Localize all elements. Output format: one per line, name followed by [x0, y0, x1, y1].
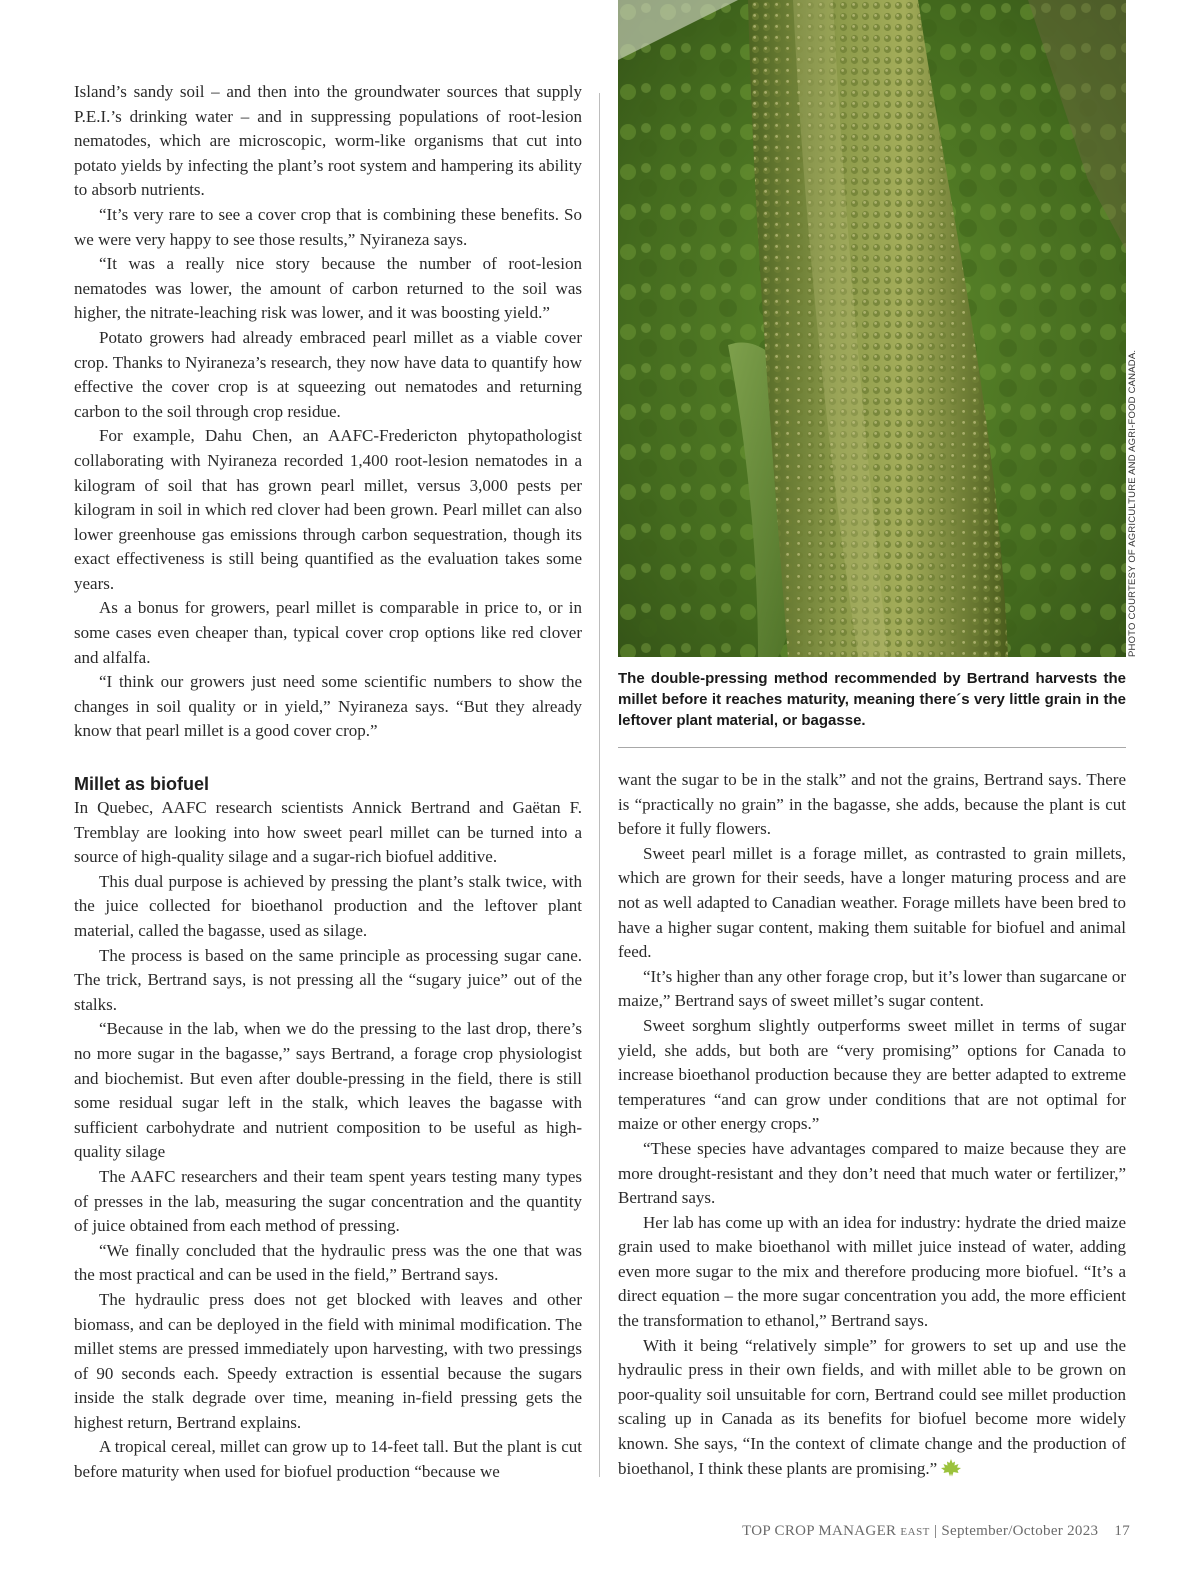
page-footer	[742, 1523, 1130, 1540]
photo-credit	[1127, 340, 1145, 657]
paragraph: want the sugar to be in the stalk” and not the grains, Bertrand says. There is “practically no grain” in the bagasse, she adds, because the plant is cut before it fully flowers.	[618, 770, 1126, 839]
caption-divider	[618, 747, 1126, 748]
publication-edition: EAST	[900, 1526, 930, 1538]
paragraph: “It was a really nice story because the number of root-lesion nematodes was lower, the amount of carbon returned to the soil was higher, the nitrate-leaching risk was lower, and it was boosting yield.”	[74, 254, 582, 323]
page-number: 17	[1114, 1523, 1130, 1539]
paragraph: Sweet pearl millet is a forage millet, as contrasted to grain millets, which are grown for their seeds, have a longer maturing process and are not as well adapted to Canadian weather. Forage millets have been bred to have a higher sugar content, making them suitable for biofuel and animal feed.	[618, 843, 1126, 962]
footer-separator: |	[933, 1523, 938, 1539]
paragraph: A tropical cereal, millet can grow up to 14-feet tall. But the plant is cut before maturity when used for biofuel production “because we	[74, 1437, 582, 1482]
paragraph: The process is based on the same principle as processing sugar cane. The trick, Bertrand says, is not pressing all the “sugary juice” out of the stalks.	[74, 945, 582, 1014]
paragraph: “These species have advantages compared to maize because they are more drought-resistant and they don’t need that much water or fertilizer,” Bertrand says.	[618, 1138, 1126, 1208]
paragraph: In Quebec, AAFC research scientists Annick Bertrand and Gaëtan F. Tremblay are looking into how sweet pearl millet can be turned into a source of high-quality silage and a sugar-rich biofuel additive.	[74, 798, 582, 867]
publication-name: TOP CROP MANAGER	[742, 1523, 897, 1539]
left-column	[74, 80, 582, 1485]
paragraph: “I think our growers just need some scientific numbers to show the changes in soil quality or in yield,” Nyiraneza says. “But they already know that pearl millet is a good cover crop.”	[74, 672, 582, 741]
paragraph: Sweet sorghum slightly outperforms sweet millet in terms of sugar yield, she adds, but both are “very promising” options for Canada to increase bioethanol production because they are better adapted to extreme temperatures “and can grow under conditions that are not optimal for maize or other energy crops.”	[618, 1015, 1126, 1134]
paragraph: This dual purpose is achieved by pressing the plant’s stalk twice, with the juice collected for bioethanol production and the leftover plant material, called the bagasse, used as silage.	[74, 871, 582, 940]
photo-caption: The double-pressing method recommended by Bertrand harvests the millet before it reaches maturity, meaning there´s very little grain in the leftover plant material, or bagasse.	[618, 670, 1126, 729]
paragraph: “It’s higher than any other forage crop, but it’s lower than sugarcane or maize,” Bertrand says of sweet millet’s sugar content.	[618, 966, 1126, 1011]
paragraph: The AAFC researchers and their team spent years testing many types of presses in the lab, measuring the sugar concentration and the quantity of juice obtained from each method of pressing.	[74, 1166, 582, 1236]
paragraph: Island’s sandy soil – and then into the groundwater sources that supply P.E.I.’s drinking water – and in suppressing populations of root-lesion nematodes, which are microscopic, worm-like organisms that cut into potato yields by infecting the plant’s root system and hampering its ability to absorb nutrients.	[74, 82, 582, 200]
section-heading: Millet as biofuel	[74, 774, 210, 795]
paragraph: For example, Dahu Chen, an AAFC-Fredericton phytopathologist collaborating with Nyiraneza recorded 1,400 root-lesion nematodes in a kilogram of soil that has grown pearl millet, versus 3,000 pests per kilogram in soil in which red clover had been grown. Pearl millet can also lower greenhouse gas emissions through carbon sequestration, though its exact effectiveness is still being quantified as the evaluation takes some years.	[74, 426, 582, 593]
paragraph: As a bonus for growers, pearl millet is comparable in price to, or in some cases even cheaper than, typical cover crop options like red clover and alfalfa.	[74, 598, 582, 667]
paragraph: “It’s very rare to see a cover crop that is combining these benefits. So we were very happy to see those results,” Nyiraneza says.	[74, 204, 582, 249]
maple-leaf-icon	[941, 1459, 961, 1477]
paragraph: Potato growers had already embraced pearl millet as a viable cover crop. Thanks to Nyiraneza’s research, they now have data to quantify how effective the cover crop is at squeezing out nematodes and returning carbon to the soil through crop residue.	[74, 327, 582, 421]
issue-date: September/October 2023	[941, 1523, 1099, 1539]
paragraph-last-text: With it being “relatively simple” for growers to set up and use the hydraulic press in their own fields, and with millet able to be grown on poor-quality soil unsuitable for corn, Bertrand could see millet production scaling up in Canada as its benefits for biofuel become more widely known. She says, “In the context of climate change and the production of bioethanol, I think these plants are promising.”	[618, 1335, 1126, 1478]
paragraph: Her lab has come up with an idea for industry: hydrate the dried maize grain used to make bioethanol with millet juice instead of water, adding even more sugar to the mix and therefore producing more biofuel. “It’s a direct equation – the more sugar concentration you add, the more efficient the transformation to ethanol,” Bertrand says.	[618, 1212, 1126, 1331]
photo-credit-text: PHOTO COURTESY OF AGRICULTURE AND AGRI-FOOD CANADA.	[1127, 349, 1138, 657]
right-column	[618, 768, 1126, 1481]
paragraph: “We finally concluded that the hydraulic press was the one that was the most practical and can be used in the field,” Bertrand says.	[74, 1240, 582, 1285]
millet-photo	[618, 0, 1126, 657]
column-divider	[599, 93, 600, 1477]
paragraph: The hydraulic press does not get blocked with leaves and other biomass, and can be deployed in the field with minimal modification. The millet stems are pressed immediately upon harvesting, with two pressings of 90 seconds each. Speedy extraction is essential because the sugars inside the stalk degrade over time, meaning in-field pressing gets the highest return, Bertrand explains.	[74, 1289, 582, 1432]
paragraph-last	[618, 1334, 1126, 1482]
paragraph: “Because in the lab, when we do the pressing to the last drop, there’s no more sugar in the bagasse,” says Bertrand, a forage crop physiologist and biochemist. But even after double-pressing in the field, there is still some residual sugar left in the stalk, which leaves the bagasse with sufficient carbohydrate and nutrient composition to be useful as high-quality silage	[74, 1019, 582, 1162]
